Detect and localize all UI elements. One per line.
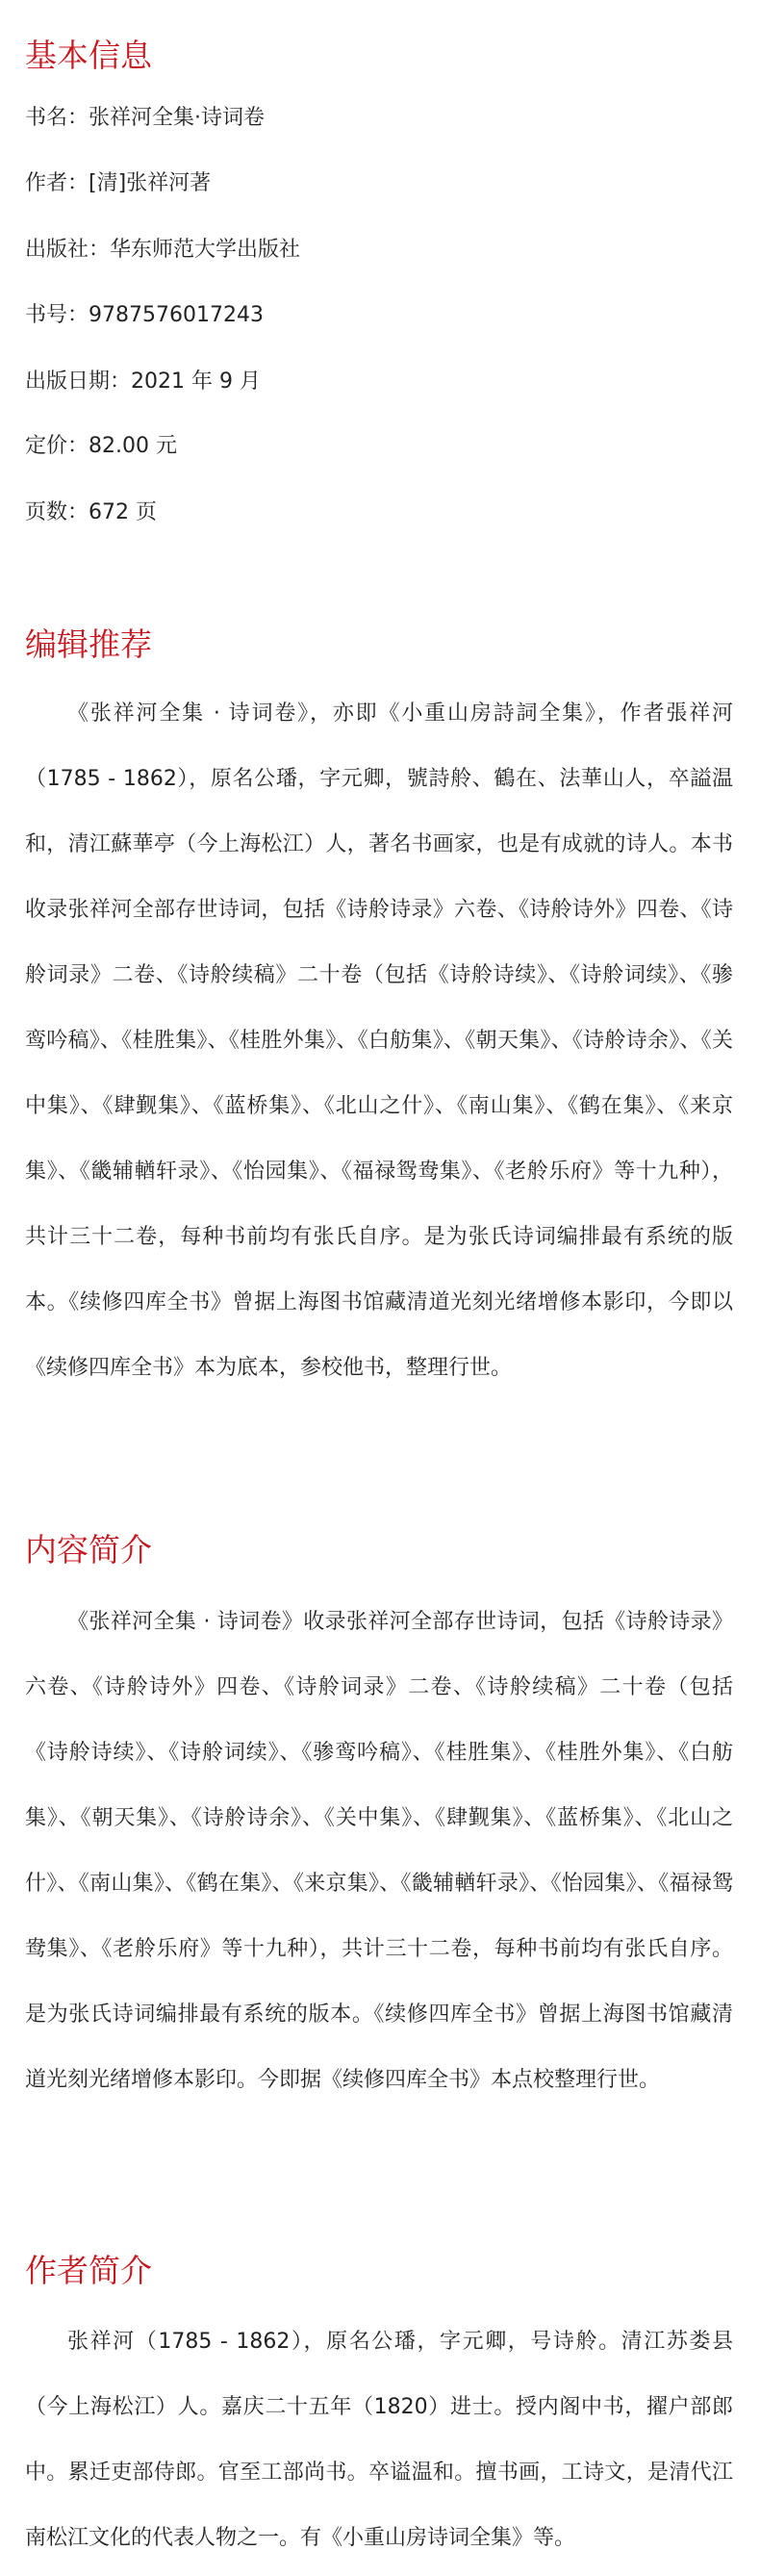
author-intro-text: 张祥河（1785 - 1862），原名公璠，字元卿，号诗舲。清江苏娄县（今上海松江）人。嘉庆二十五年（1820）进士。授内阁中书，擢户部郎中。累迁吏部侍郎。官至工部尚书。卒谥温和。擅书画，工诗文，是清代江南松江文化的代表人物之一。有《小重山房诗词全集》等。: [25, 2330, 733, 2550]
info-price: 定价：82.00 元: [25, 434, 177, 458]
section-title-basic-info: 基本信息: [25, 37, 152, 74]
info-title: 书名：张祥河全集·诗词卷: [25, 106, 265, 130]
info-isbn: 书号：9787576017243: [25, 303, 264, 327]
info-pages: 页数：672 页: [25, 500, 157, 524]
info-publisher: 出版社：华东师范大学出版社: [25, 238, 301, 262]
section-title-editor-recommendation: 编辑推荐: [25, 625, 152, 663]
content-summary-text: 《张祥河全集 · 诗词卷》收录张祥河全部存世诗词，包括《诗舲诗录》六卷、《诗舲诗外》四卷、《诗舲词录》二卷、《诗舲续稿》二十卷（包括《诗舲诗续》、《诗舲词续》、《骖鸾吟稿》、《桂胜集》、《桂胜外集》、《白舫集》、《朝天集》、《诗舲诗余》、《关中集》、《肆觐集》、《蓝桥集》、《北山之什》、《南山集》、《鹤在集》、《来京集》、《畿辅輶轩录》、《怡园集》、《福禄鸳鸯集》、《老舲乐府》等十九种），共计三十二卷，每种书前均有张氏自序。是为张氏诗词编排最有系统的版本。《续修四库全书》曾据上海图书馆藏清道光刻光绪增修本影印。今即据《续修四库全书》本点校整理行世。: [25, 1610, 733, 2092]
info-publish-date: 出版日期：2021 年 9 月: [25, 370, 261, 394]
editor-recommendation-text: 《张祥河全集 · 诗词卷》，亦即《小重山房詩詞全集》，作者張祥河（1785 - 1862），原名公璠，字元卿，號詩舲、鶴在、法華山人，卒謚温和，清江蘇華亭（今上海松江）人，著名书画家，也是有成就的诗人。本书收录张祥河全部存世诗词，包括《诗舲诗录》六卷、《诗舲诗外》四卷、《诗舲词录》二卷、《诗舲续稿》二十卷（包括《诗舲诗续》、《诗舲词续》、《骖鸾吟稿》、《桂胜集》、《桂胜外集》、《白舫集》、《朝天集》、《诗舲诗余》、《关中集》、《肆觐集》、《蓝桥集》、《北山之什》、《南山集》、《鹤在集》、《来京集》、《畿辅輶轩录》、《怡园集》、《福禄鸳鸯集》、《老舲乐府》等十九种），共计三十二卷，每种书前均有张氏自序。是为张氏诗词编排最有系统的版本。《续修四库全书》曾据上海图书馆藏清道光刻光绪增修本影印，今即以《续修四库全书》本为底本，参校他书，整理行世。: [25, 701, 733, 1380]
info-author: 作者：[清]张祥河著: [25, 171, 212, 195]
section-title-content-summary: 内容简介: [25, 1531, 152, 1569]
section-title-author-intro: 作者简介: [25, 2252, 152, 2289]
